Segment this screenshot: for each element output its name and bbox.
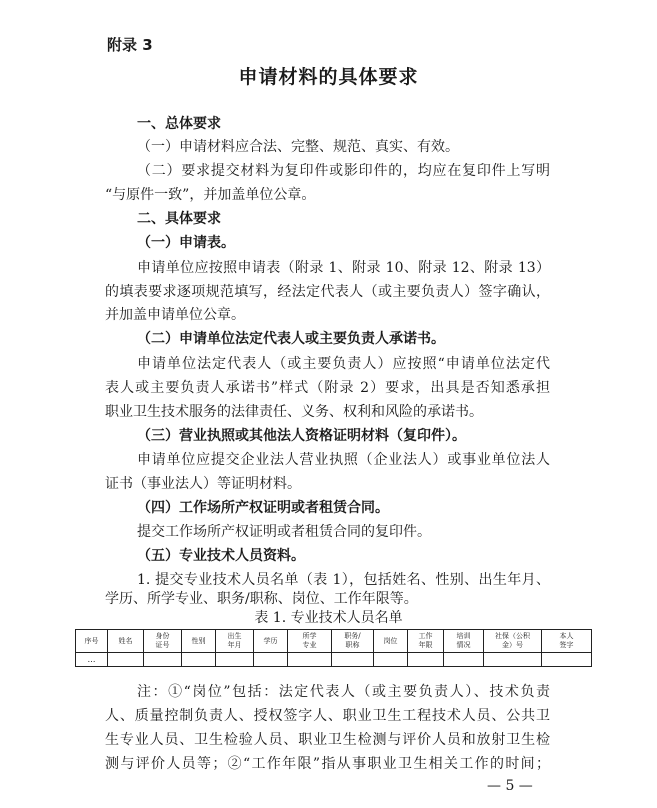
paragraph-line: 职业卫生技术服务的法律责任、义务、权利和风险的承诺书。 [105, 404, 483, 420]
table-header-cell: 出生 年月 [216, 630, 254, 653]
table-row [76, 653, 592, 667]
table-header-cell: 本人 签字 [542, 630, 592, 653]
table-cell [374, 653, 408, 667]
table-header-cell: 学历 [254, 630, 288, 653]
heading-specific: 二、具体要求 [137, 211, 221, 227]
paragraph-line: （二）要求提交材料为复印件或影印件的，均应在复印件上写明 [137, 163, 550, 179]
paragraph-line: 1. 提交专业技术人员名单（表 1），包括姓名、性别、出生年月、 [137, 572, 550, 588]
table-cell [108, 653, 144, 667]
table-cell [254, 653, 288, 667]
note-line: 人、质量控制负责人、授权签字人、职业卫生工程技术人员、公共卫 [105, 708, 550, 724]
table-header-cell: 姓名 [108, 630, 144, 653]
table-header-row [76, 630, 592, 653]
table-header-cell: 社保（公积 金）号 [484, 630, 542, 653]
heading-general: 一、总体要求 [137, 116, 221, 132]
table-cell [182, 653, 216, 667]
table-header-cell: 序号 [76, 630, 108, 653]
table-cell [542, 653, 592, 667]
paragraph-line: 表人或主要负责人承诺书”样式（附录 2）要求，出具是否知悉承担 [105, 380, 550, 396]
note-line: 生专业人员、卫生检验人员、职业卫生检测与评价人员和放射卫生检 [105, 732, 550, 748]
paragraph-line: “与原件一致”，并加盖单位公章。 [105, 187, 316, 203]
table-header-cell: 岗位 [374, 630, 408, 653]
paragraph-line: 的填表要求逐项规范填写，经法定代表人（或主要负责人）签字确认， [105, 284, 550, 300]
paragraph-line: 申请单位应提交企业法人营业执照（企业法人）或事业单位法人 [137, 452, 550, 468]
appendix-label: 附录 3 [107, 36, 153, 54]
table-cell [332, 653, 374, 667]
table-header-cell: 性别 [182, 630, 216, 653]
note-line: 注：①“岗位”包括：法定代表人（或主要负责人）、技术负责 [137, 684, 550, 700]
staff-table [75, 629, 592, 667]
paragraph-line: 并加盖申请单位公章。 [105, 307, 245, 323]
table-cell [288, 653, 332, 667]
paragraph-line: 证书（事业法人）等证明材料。 [105, 476, 301, 492]
paragraph-line: 学历、所学专业、职务/职称、岗位、工作年限等。 [105, 591, 418, 607]
table-header-cell: 所学 专业 [288, 630, 332, 653]
table-caption: 表 1. 专业技术人员名单 [254, 610, 403, 626]
table-header-cell: 培训 情况 [444, 630, 484, 653]
table-cell [408, 653, 444, 667]
paragraph-line: （一）申请材料应合法、完整、规范、真实、有效。 [137, 139, 459, 155]
subheading-property: （四）工作场所产权证明或者租赁合同。 [137, 500, 389, 516]
table-cell [484, 653, 542, 667]
subheading-staff: （五）专业技术人员资料。 [137, 548, 305, 564]
table-cell: … [76, 653, 108, 667]
paragraph-line: 提交工作场所产权证明或者租赁合同的复印件。 [137, 524, 431, 540]
table-header-cell: 职务/ 职称 [332, 630, 374, 653]
page-title: 申请材料的具体要求 [238, 66, 419, 88]
table-header-cell: 工作 年限 [408, 630, 444, 653]
table-cell [144, 653, 182, 667]
table-cell [216, 653, 254, 667]
subheading-commitment: （二）申请单位法定代表人或主要负责人承诺书。 [137, 331, 445, 347]
note-line: 测与评价人员等；②“工作年限”指从事职业卫生相关工作的时间； [105, 756, 550, 772]
subheading-license: （三）营业执照或其他法人资格证明材料（复印件）。 [137, 428, 466, 444]
paragraph-line: 申请单位应按照申请表（附录 1、附录 10、附录 12、附录 13） [137, 260, 550, 276]
table-header-cell: 身份 证号 [144, 630, 182, 653]
paragraph-line: 申请单位法定代表人（或主要负责人）应按照“申请单位法定代 [137, 356, 550, 372]
table-cell [444, 653, 484, 667]
subheading-application-form: （一）申请表。 [137, 235, 235, 251]
page-number: — 5 — [487, 778, 533, 794]
